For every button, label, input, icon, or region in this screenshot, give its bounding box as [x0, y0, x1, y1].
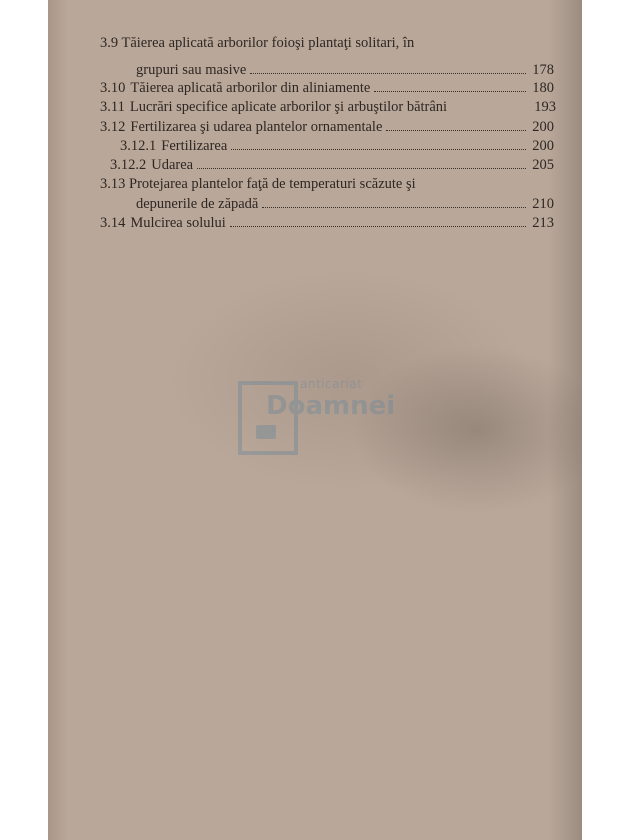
toc-page-number: 205 — [532, 157, 554, 173]
toc-entry-title: Fertilizarea şi udarea plantelor ornamentale — [130, 119, 383, 135]
toc-page-number: 193 — [534, 99, 556, 115]
toc-entry-title: depunerile de zăpadă — [136, 196, 259, 212]
watermark-logo — [238, 377, 408, 457]
toc-entry-3-10 — [100, 80, 554, 97]
dot-leader — [374, 91, 526, 92]
toc-entry-number: 3.12.1 — [120, 138, 157, 154]
dot-leader — [197, 168, 526, 169]
toc-page-number: 210 — [532, 196, 554, 212]
toc-entry-3-12-1 — [120, 138, 554, 155]
toc-page-number: 180 — [532, 80, 554, 96]
toc-entry-3-14 — [100, 215, 554, 232]
toc-entry-text: 3.13 Protejarea plantelor faţă de temperaturi scăzute şi — [100, 176, 416, 192]
toc-entry-number: 3.10 — [100, 80, 126, 96]
watermark-small-text: anticariat — [300, 377, 363, 391]
dot-leader — [386, 130, 526, 131]
book-icon — [256, 425, 276, 439]
toc-entry-3-9 — [136, 62, 554, 79]
toc-entry-3-13-line1 — [100, 176, 416, 193]
toc-page-number: 178 — [532, 62, 554, 78]
watermark-big-text: Doamnei — [266, 391, 396, 421]
toc-entry-3-12-2 — [110, 157, 554, 174]
toc-entry-title: Lucrări specifice aplicate arborilor şi arbuştilor bătrâni — [129, 99, 448, 115]
book-page — [48, 0, 582, 840]
dot-leader — [250, 73, 526, 74]
toc-page-number: 213 — [532, 215, 554, 231]
toc-page-number: 200 — [532, 138, 554, 154]
toc-entry-text: 3.9 Tăierea aplicată arborilor foioşi plantaţi solitari, în — [100, 35, 415, 51]
toc-entry-title: Tăierea aplicată arborilor din aliniamente — [130, 80, 371, 96]
toc-entry-number: 3.14 — [100, 215, 126, 231]
dot-leader — [262, 207, 526, 208]
toc-entry-3-11 — [100, 99, 556, 116]
toc-entry-title: Fertilizarea — [161, 138, 228, 154]
toc-entry-number: 3.12 — [100, 119, 126, 135]
toc-entry-3-12 — [100, 119, 554, 136]
dot-leader — [231, 149, 526, 150]
toc-entry-title: Mulcirea solului — [130, 215, 226, 231]
toc-entry-3-13 — [136, 196, 554, 213]
dot-leader — [230, 226, 526, 227]
toc-entry-number: 3.11 — [100, 99, 125, 115]
toc-page-number: 200 — [532, 119, 554, 135]
toc-entry-number: 3.12.2 — [110, 157, 147, 173]
toc-entry-title: Udarea — [151, 157, 194, 173]
toc-entry-title: grupuri sau masive — [136, 62, 247, 78]
toc-entry-3-9-line1 — [100, 35, 414, 52]
